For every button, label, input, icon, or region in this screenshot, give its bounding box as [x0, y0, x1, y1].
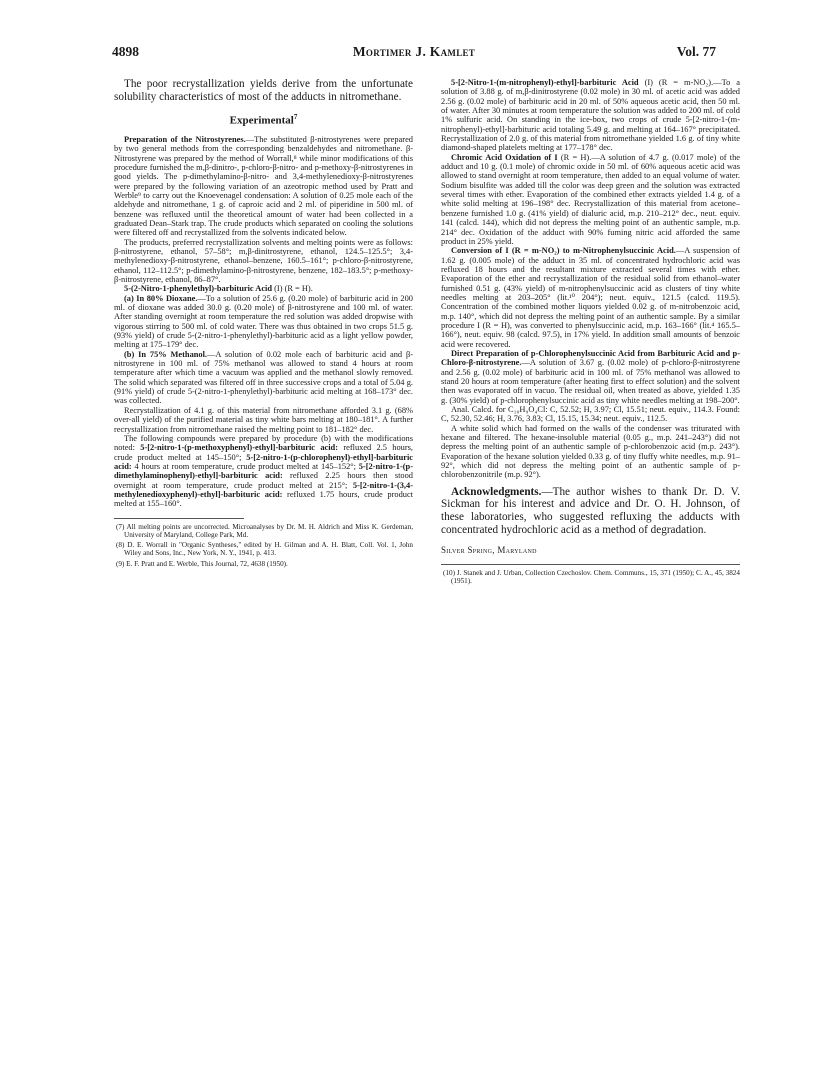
- prep-paragraph: [114, 135, 413, 238]
- footnote-divider-right: [441, 564, 740, 565]
- compound-1-title: 5-(2-Nitro-1-phenylethyl)-barbituric Acid: [124, 284, 273, 294]
- footnote-8: (8) D. E. Worrall in "Organic Syntheses," edited by H. Gilman and A. H. Blatt, Coll. Vol. 1, John Wiley and Sons, Inc., New York, N. Y., 1941, p. 413.: [116, 541, 413, 558]
- compound-f1-text: refluxed 2.5 hours, crude product melted at 145–150°;: [114, 443, 414, 462]
- compound-1-suffix: (I) (R = H).: [272, 284, 313, 294]
- white-solid-paragraph: A white solid which had formed on the walls of the condenser was triturated with hexane and filtered. The hexane-insoluble material (0.05 g., m.p. 241–243°) did not depress the melting point of an authentic sample of p-chlorobenzoic acid (m.p. 243°). Evaporation of the hexane solution yielded 0.33 g. of tiny fluffy white needles, m.p. 91–92°, which did not depress the melting point of an authentic sample of p-chlorobenzonitrile (m.p. 92°).: [441, 423, 740, 480]
- procedure-b-paragraph: [114, 350, 413, 406]
- direct-preparation-text: —A solution of 3.67 g. (0.02 mole) of p-chloro-β-nitrostyrene and 2.56 g. (0.02 mole) of barbituric acid in 100 ml. of 75% methanol was allowed to stand 20 hours at room temperature (after heating first to effect solution) and the solvent then was evaporated off in vacuo. The residual oil, when treated as above, yielded 1.35 g. (30% yield) of p-chlorophenylsuccinic acid as tiny white needles melting at 198–200°.: [441, 358, 740, 405]
- procedure-a-title: (a) In 80% Dioxane.: [124, 293, 198, 303]
- chromic-oxidation-title: Chromic Acid Oxidation of I: [451, 152, 558, 162]
- compound-5-title: 5-[2-Nitro-1-(m-nitrophenyl)-ethyl]-barbituric Acid: [451, 78, 639, 87]
- acknowledgments-paragraph: [441, 486, 740, 536]
- direct-preparation-paragraph: [441, 349, 740, 405]
- compound-f2-name: 5-[2-nitro-1-(p-chlorophenyl)-ethyl]-barbituric acid:: [114, 452, 413, 471]
- chromic-oxidation-paragraph: [441, 153, 740, 246]
- compound-f1-name: 5-[2-nitro-1-(p-methoxyphenyl)-ethyl]-barbituric acid:: [140, 443, 339, 453]
- products-paragraph: The products, preferred recrystallization solvents and melting points were as follows: β-nitrostyrene, ethanol, 57–58°; m,β-dinitrostyrene, ethanol, 124.5–125.5°; 3,4-methylenedioxy-β-nitrostyrene, ethanol–benzene, 160.5–161°; p-chloro-β-nitrostyrene, ethanol, 112–112.5°; p-dimethylamino-β-nitrostyrene, benzene, 182–183.5°; p-methoxy-β-nitrostyrene, ethanol, 86–87°.: [114, 237, 413, 284]
- compound-f2-text: 4 hours at room temperature, crude product melted at 145–152°;: [131, 461, 359, 471]
- compound-1-heading: [114, 284, 413, 293]
- conversion-paragraph: [441, 246, 740, 349]
- conversion-title: Conversion of I (R = m-NO₂) to m-Nitrophenylsuccinic Acid.: [451, 246, 676, 256]
- compound-f3-name: 5-[2-nitro-1-(p-dimethylaminophenyl)-ethyl]-barbituric acid:: [114, 461, 413, 481]
- page-number: 4898: [112, 44, 139, 59]
- acknowledgments-title: Acknowledgments.: [451, 485, 542, 498]
- procedure-a-text: —To a solution of 25.6 g. (0.20 mole) of barbituric acid in 200 ml. of dioxane was added 30.0 g. (0.20 mole) of β-nitrostyrene and 100 ml. of water. After standing overnight at room temperature the red solution was added dropwise with vigorous stirring to 500 ml. of cold water. There was thus obtained in two crops 51.5 g. (93% yield) of crude 5-(2-nitro-1-phenylethyl)-barbituric acid as a light yellow powder, melting at 175–179° dec.: [114, 293, 413, 350]
- right-column: [441, 78, 740, 588]
- acknowledgments-text: —The author wishes to thank Dr. D. V. Sickman for his interest and advice and Dr. O. H. Johnson, of these laboratories, who suggested refluxing the adducts with concentrated hydrochloric acid as a method of degradation.: [441, 485, 740, 536]
- analysis-paragraph: Anal. Calcd. for C₁₀H₉O₄Cl: C, 52.52; H, 3.97; Cl, 15.51; neut. equiv., 114.3. Found: C, 52.30, 52.46; H, 3.76, 3.83; Cl, 15.15, 15.34; neut. equiv., 112.5.: [441, 405, 740, 424]
- footnote-ref-7: 7: [293, 113, 298, 122]
- prep-text: —The substituted β-nitrostyrenes were prepared by two general methods from the corresponding benzaldehydes and nitromethane. β-Nitrostyrene was prepared by the method of Worrall,⁸ while minor modifications of this procedure furnished the m,β-dinitro-, p-chloro-β-nitro- and p-methoxy-β-nitrostyrenes in good yields. The p-dimethylamino-β-nitro- and 3,4-methylenedioxy-β-nitrostyrenes were prepared by the following variation of an azeotropic method used by Pratt and Werble⁹ to carry out the Knoevenagel condensation: A solution of 0.25 mole each of the aldehyde and nitromethane, 1 g. of caproic acid and 2 ml. of piperidine in 500 ml. of benzene was refluxed until the theoretical amount of water had been collected in a graduated Dean–Stark trap. The crude products which separated on cooling the solutions were filtered off and recrystallized from the solvents indicated below.: [114, 134, 413, 238]
- chromic-oxidation-suffix: (R = H).: [557, 152, 592, 162]
- recrystallization-paragraph: Recrystallization of 4.1 g. of this material from nitromethane afforded 3.1 g. (68% over-all yield) of the purified material as tiny white bars melting at 180–181°. A further recrystallization from nitromethane raised the melting point to 181–182° dec.: [114, 405, 413, 434]
- footnote-7: (7) All melting points are uncorrected. Microanalyses by Dr. M. H. Aldrich and Miss K. Gerdeman, University of Maryland, College Park, Md.: [116, 522, 413, 539]
- compound-5-paragraph: [441, 78, 740, 153]
- following-lead: The following compounds were prepared by procedure (b) with the modifications noted:: [114, 433, 413, 453]
- prep-title: Preparation of the Nitrostyrenes.: [124, 134, 246, 144]
- experimental-heading-text: Experimental: [229, 114, 294, 127]
- footnote-9: (9) E. F. Pratt and E. Werble, This Journal, 72, 4638 (1950).: [116, 559, 288, 568]
- compound-f3-text: refluxed 2.25 hours then stood overnight at room temperature, crude product melted at 215°;: [114, 471, 413, 490]
- affiliation-place: Silver Spring, Maryland: [441, 545, 537, 556]
- procedure-a-paragraph: [114, 294, 413, 350]
- chromic-oxidation-text: —A solution of 4.7 g. (0.017 mole) of the adduct and 10 g. (0.1 mole) of chromic oxide in 50 ml. of 60% aqueous acetic acid was allowed to stand overnight at room temperature, then added to an equal volume of water. Sodium bisulfite was added till the color was deep green and the solution was extracted several times with ether. Evaporation of the combined ether extracts yielded 1.4 g. of a white solid melting at 196–198° dec. Recrystallization of this material from acetone–benzene furnished 1.0 g. (41% yield) of dialuric acid, m.p. 210–212° dec., neut. equiv. 141 (calcd. 144), which did not depress the melting point of an authentic sample, m.p. 214° dec. Oxidation of the adduct with 90% fuming nitric acid afforded the same product in 25% yield.: [441, 152, 740, 246]
- direct-preparation-title: Direct Preparation of p-Chlorophenylsuccinic Acid from Barbituric Acid and p-Chloro-β-nitrostyrene.: [441, 348, 740, 368]
- footnote-divider: [114, 518, 244, 519]
- compound-5-text: —To a solution of 3.88 g. of m,β-dinitrostyrene (0.02 mole) in 30 ml. of acetic acid was added 2.56 g. (0.02 mole) of barbituric acid in 20 ml. of 50% aqueous acetic acid, then 50 ml. of water. After 30 minutes at room temperature the solution was added to 200 ml. of cold 1% sulfuric acid. On standing in the ice-box, two crops of crude 5-[2-nitro-1-(m-nitrophenyl)-ethyl]-barbituric acid totaling 5.49 g. and melting at 164–167° precipitated. Recrystallization of 2.0 g. of this material from nitromethane yielded 1.6 g. of tiny white diamond-shaped platelets melting at 177–178° dec.: [441, 78, 740, 153]
- intro-paragraph: The poor recrystallization yields derive from the unfortunate solubility characteristics of most of the adducts in nitromethane.: [114, 78, 413, 103]
- compound-f4-text: refluxed 1.75 hours, crude product melted at 155–160°.: [114, 489, 413, 509]
- experimental-heading: [114, 113, 413, 127]
- procedure-b-text: —A solution of 0.02 mole each of barbituric acid and β-nitrostyrene in 100 ml. of 75% methanol was allowed to stand 4 hours at room temperature after which time a vacuum was applied and the methanol slowly removed. The solid which separated was filtered off in three successive crops and a total of 5.04 g. (91% yield) of crude 5-(2-nitro-1-phenylethyl)-barbituric acid melting at 168–173° dec. was collected.: [114, 349, 413, 406]
- running-title: Mortimer J. Kamlet: [352, 44, 476, 59]
- left-column: [114, 78, 413, 570]
- volume-label: Vol. 77: [676, 44, 716, 59]
- following-compounds-paragraph: [114, 434, 413, 509]
- compound-f4-name: 5-[2-nitro-1-(3,4-methylenedioxyphenyl)-ethyl]-barbituric acid:: [114, 480, 413, 499]
- conversion-text: —A suspension of 1.62 g. (0.005 mole) of the adduct in 35 ml. of concentrated hydrochloric acid was refluxed 18 hours and the resultant mixture extracted several times with ether. Evaporation of the ether and recrystallization of the residual solid from ethanol–water furnished 0.51 g. (43% yield) of m-nitrophenylsuccinic acid as clusters of tiny white needles melting at 203–205° (lit.¹⁰ 204°); neut. equiv., 121.5 (calcd. 119.5). Concentration of the combined mother liquors yielded 0.02 g. of m-nitrobenzoic acid, m.p. 140°, which did not depress the melting point of an authentic sample. By a similar procedure I (R = H), was converted to phenylsuccinic acid, m.p. 163–166° (lit.⁴ 165.5–166°), neut. equiv. 98 (calcd. 97.5), in 17% yield. In addition small amounts of benzoic acid were recovered.: [441, 246, 741, 349]
- running-header: [112, 44, 716, 64]
- procedure-b-title: (b) In 75% Methanol.: [124, 349, 208, 359]
- compound-5-suffix: (I) (R = m-NO₂).: [638, 78, 714, 87]
- footnote-10: (10) J. Stanek and J. Urban, Collection Czechoslov. Chem. Communs., 15, 371 (1950); C. A., 45, 3824 (1951).: [443, 569, 740, 586]
